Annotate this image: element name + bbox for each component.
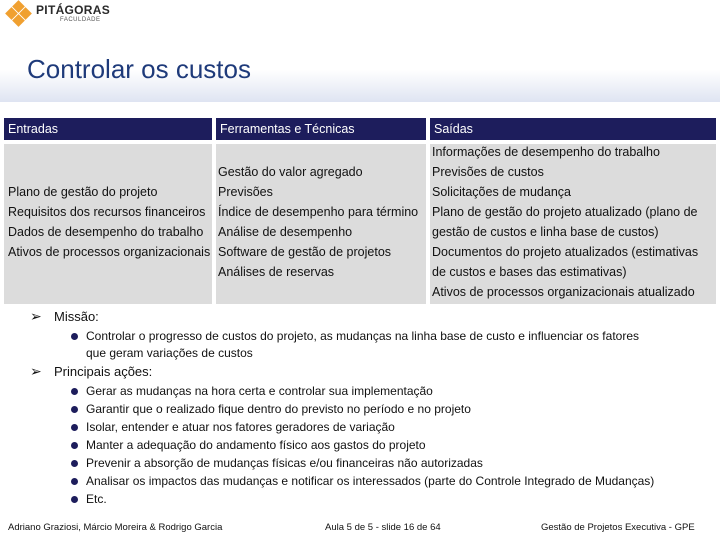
entrada-item: Plano de gestão do projeto <box>8 185 158 199</box>
saida-item: Ativos de processos organizacionais atualizado <box>432 285 695 299</box>
cell-ferramentas <box>216 144 426 304</box>
slide-footer <box>0 518 720 538</box>
cell-saidas <box>430 144 716 304</box>
saida-item: Previsões de custos <box>432 165 544 179</box>
acoes-label: Principais ações: <box>54 364 153 379</box>
acao-item: Gerar as mudanças na hora certa e controlar sua implementação <box>86 384 433 398</box>
bullet-dot-icon <box>71 496 78 503</box>
header-ferramentas: Ferramentas e Técnicas <box>216 118 426 140</box>
footer-slide-number: Aula 5 de 5 - slide 16 de 64 <box>325 522 441 533</box>
saida-item: Plano de gestão do projeto atualizado (plano de <box>432 205 698 219</box>
ferramenta-item: Gestão do valor agregado <box>218 165 363 179</box>
bullet-dot-icon <box>71 388 78 395</box>
acao-item: Garantir que o realizado fique dentro do previsto no período e no projeto <box>86 402 471 416</box>
bullet-dot-icon <box>71 424 78 431</box>
process-table <box>4 118 716 306</box>
saida-item: Informações de desempenho do trabalho <box>432 145 660 159</box>
footer-authors: Adriano Graziosi, Márcio Moreira & Rodrigo Garcia <box>8 522 223 533</box>
missao-line: Controlar o progresso de custos do projeto, as mudanças na linha base de custo e influenciar os fatores <box>86 329 639 343</box>
missao-line: que geram variações de custos <box>86 346 253 360</box>
logo-name: PITÁGORAS <box>36 3 111 17</box>
entrada-item: Ativos de processos organizacionais <box>8 245 211 259</box>
saida-item: Documentos do projeto atualizados (estimativas <box>432 245 699 259</box>
bullet-dot-icon <box>71 406 78 413</box>
bullet-dot-icon <box>71 478 78 485</box>
cell-entradas <box>4 144 212 304</box>
acao-item: Isolar, entender e atuar nos fatores geradores de variação <box>86 420 395 434</box>
saida-item: de custos e bases das estimativas) <box>432 265 627 279</box>
ferramenta-item: Software de gestão de projetos <box>218 245 392 259</box>
header-entradas: Entradas <box>4 118 212 140</box>
ferramenta-item: Previsões <box>218 185 273 199</box>
missao-label: Missão: <box>54 309 99 324</box>
logo-subtitle: FACULDADE <box>60 17 101 23</box>
bullet-dot-icon <box>71 442 78 449</box>
logo-mark-icon <box>4 2 34 26</box>
saida-item: gestão de custos e linha base de custos) <box>432 225 659 239</box>
acao-item: Etc. <box>86 492 107 506</box>
ferramenta-item: Análise de desempenho <box>218 225 353 239</box>
header-saidas: Saídas <box>430 118 716 140</box>
acao-item: Manter a adequação do andamento físico aos gastos do projeto <box>86 438 426 452</box>
slide-title: Controlar os custos <box>27 54 251 84</box>
footer-course: Gestão de Projetos Executiva - GPE <box>541 522 695 533</box>
acao-item: Prevenir a absorção de mudanças físicas e/ou financeiras não autorizadas <box>86 456 483 470</box>
entrada-item: Requisitos dos recursos financeiros <box>8 205 206 219</box>
arrow-bullet-icon: ➢ <box>30 363 42 379</box>
acao-item: Analisar os impactos das mudanças e notificar os interessados (parte do Controle Integrado de Mudanças) <box>86 474 655 488</box>
faculdade-logo <box>4 2 144 26</box>
entrada-item: Dados de desempenho do trabalho <box>8 225 204 239</box>
arrow-bullet-icon: ➢ <box>30 308 42 324</box>
saida-item: Solicitações de mudança <box>432 185 571 199</box>
bullet-dot-icon <box>71 460 78 467</box>
bullet-dot-icon <box>71 333 78 340</box>
ferramenta-item: Índice de desempenho para término <box>218 205 419 219</box>
ferramenta-item: Análises de reservas <box>218 265 335 279</box>
